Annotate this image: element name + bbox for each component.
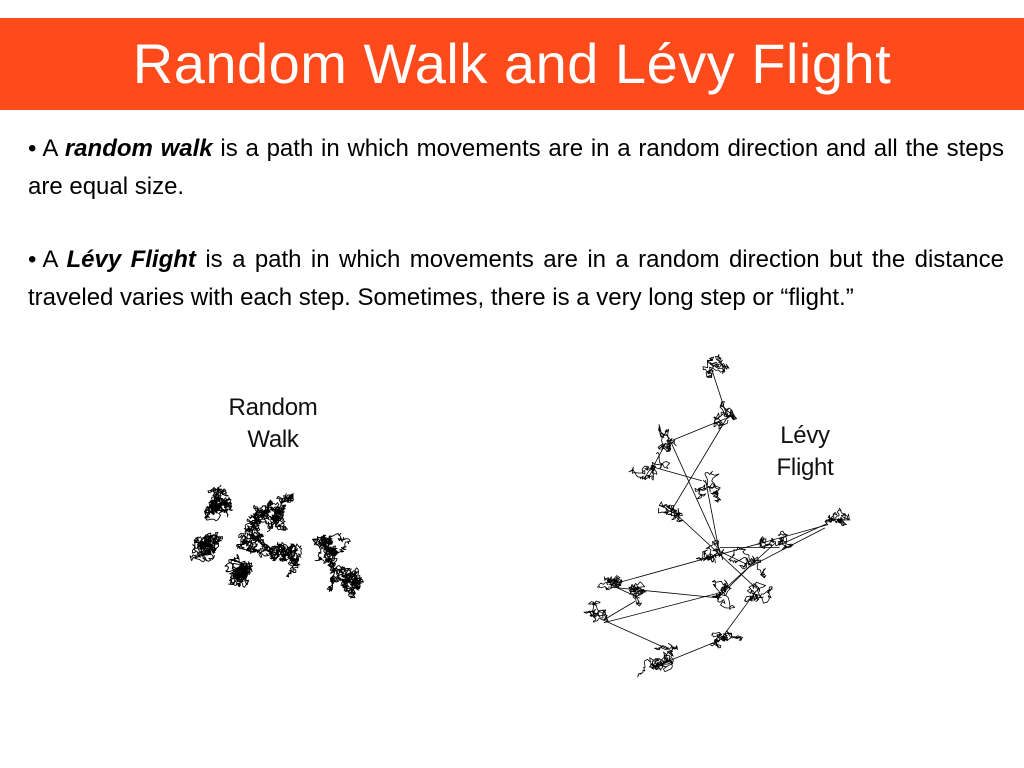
walk-path — [638, 658, 666, 677]
walk-path — [658, 502, 682, 522]
walk-path — [711, 631, 743, 648]
bullet-prefix: A — [42, 135, 65, 162]
walk-path — [313, 533, 351, 571]
walk-path — [695, 471, 721, 502]
walk-path — [718, 567, 749, 598]
walk-path — [670, 440, 720, 551]
levy-flight-label-line1: Lévy — [780, 422, 830, 449]
random-walk-label-line1: Random — [228, 394, 318, 421]
levy-flight-image — [578, 350, 860, 680]
bullet-levy-flight — [28, 241, 1004, 317]
bullet-list — [28, 130, 1004, 352]
walk-path — [327, 565, 363, 598]
walk-path — [714, 402, 737, 430]
walk-path — [604, 601, 635, 620]
walk-path — [604, 594, 717, 623]
levy-flight-label-line2: Flight — [776, 454, 834, 481]
walk-path — [675, 513, 756, 588]
title-bar — [0, 18, 1024, 110]
walk-path — [721, 592, 756, 639]
walk-path — [825, 508, 850, 526]
bullet-text: is a path in which movements are in a random direction but the distance traveled varies with each step. Sometimes, there is a very long step or “flight.” — [28, 246, 1004, 311]
random-walk-label — [203, 392, 343, 456]
walk-path — [716, 543, 776, 597]
bullet-term: random walk — [64, 135, 213, 162]
bullet-marker: • — [28, 246, 37, 273]
walk-path — [712, 369, 728, 419]
walk-path — [225, 554, 253, 587]
page-title: Random Walk and Lévy Flight — [132, 32, 892, 95]
walk-path — [600, 619, 668, 649]
walk-path — [610, 525, 828, 585]
walk-path — [652, 467, 702, 481]
walk-path — [629, 452, 670, 480]
walk-path — [729, 547, 766, 578]
walk-path — [651, 640, 719, 668]
walk-path — [670, 419, 726, 442]
walk-path — [745, 582, 773, 603]
walk-path — [205, 485, 233, 521]
bullet-marker: • — [28, 135, 37, 162]
random-walk-label-line2: Walk — [247, 426, 299, 453]
walk-path — [190, 532, 222, 562]
bullet-prefix: A — [42, 246, 67, 273]
bullet-term: Lévy Flight — [66, 246, 196, 273]
bullet-random-walk — [28, 130, 1004, 206]
bullet-text: is a path in which movements are in a random direction and all the steps are equal size. — [28, 135, 1004, 200]
walk-path — [703, 355, 729, 378]
random-walk-image — [160, 462, 375, 617]
walk-path — [608, 587, 718, 598]
